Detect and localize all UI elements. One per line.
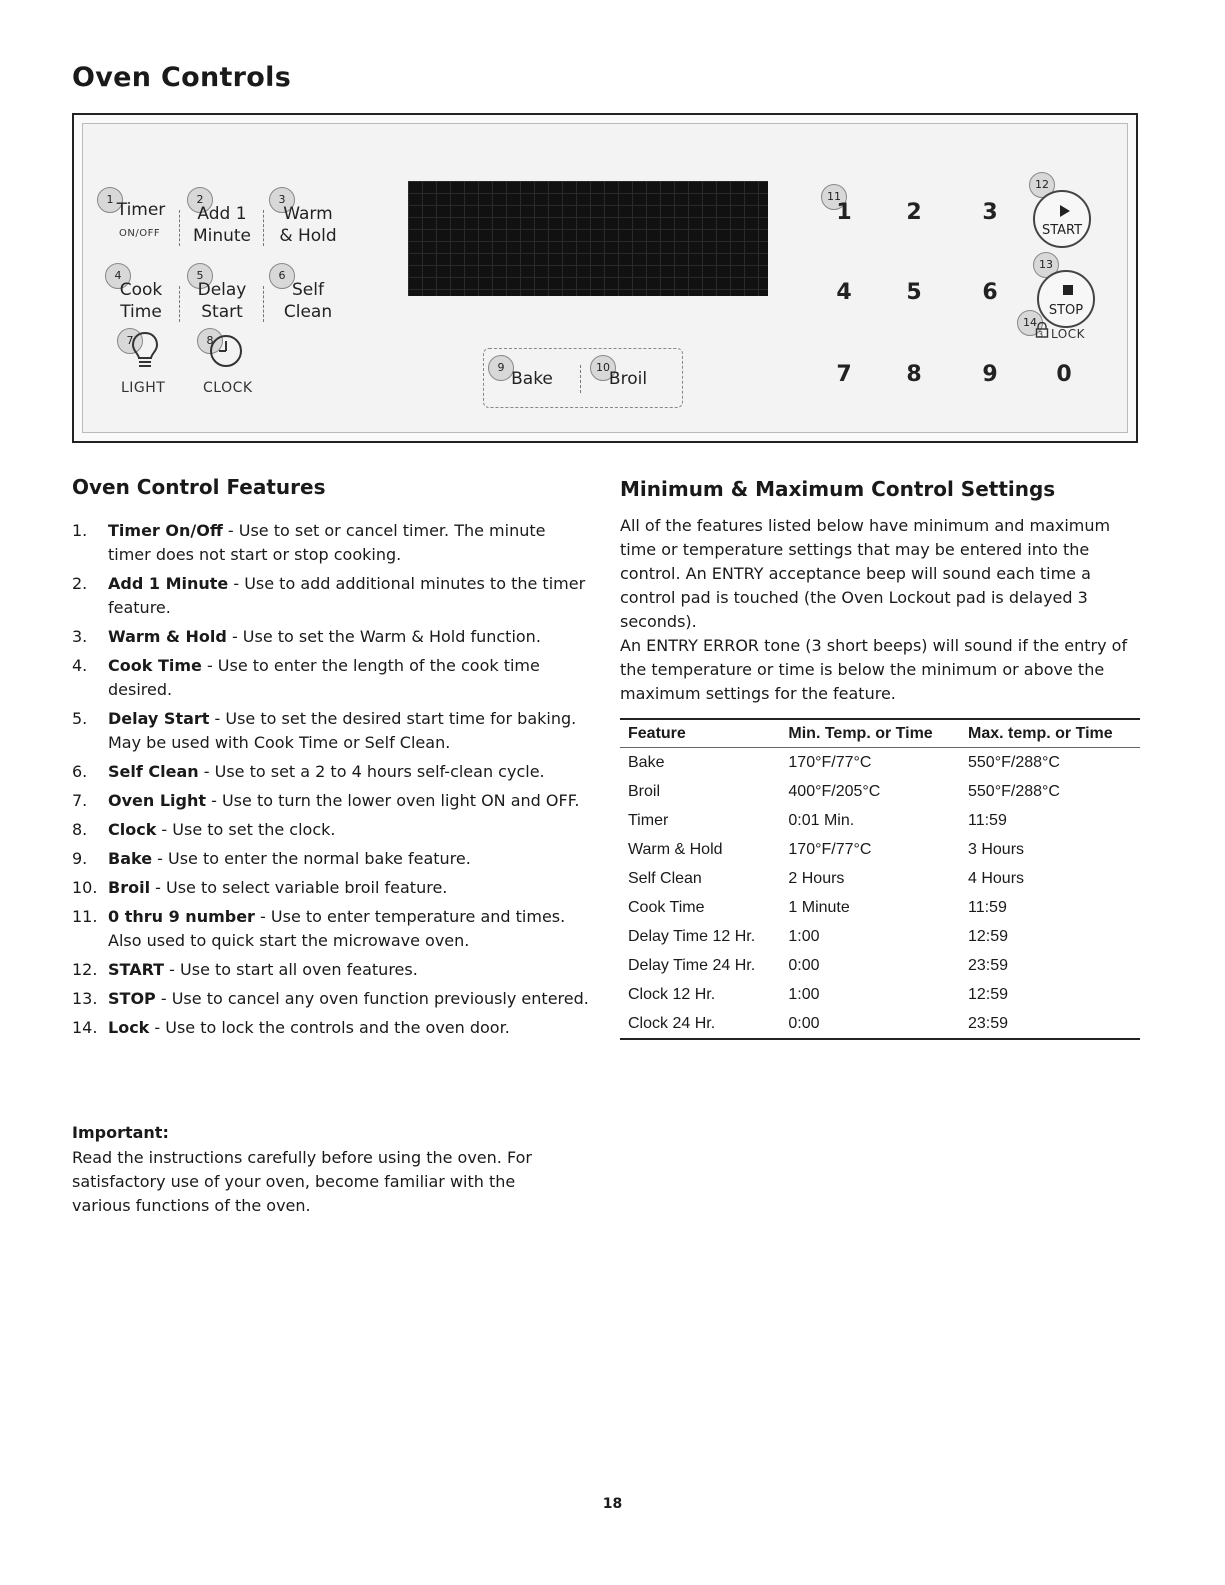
feature-name: Self Clean (108, 762, 199, 781)
table-row (620, 835, 1140, 864)
feature-description: - Use to enter the normal bake feature. (152, 849, 471, 868)
table-cell: Delay Time 12 Hr. (628, 928, 756, 945)
table-cell: Broil (628, 783, 661, 800)
digit-key-0[interactable]: 0 (1056, 362, 1072, 387)
lock-key-number: 3 (1038, 330, 1044, 339)
control-panel-diagram (72, 113, 1138, 443)
table-cell: 11:59 (968, 812, 1007, 829)
list-item-number: 10. (72, 878, 98, 897)
list-item-number: 4. (72, 656, 88, 675)
feature-description: - Use to add additional minutes to the timer feature. (108, 574, 586, 617)
badge-6: 6 (269, 263, 295, 289)
important-text: Read the instructions carefully before using the oven. For satisfactory use of your oven, become familiar with the various functions of the oven. (72, 1148, 532, 1215)
table-cell: 2 Hours (788, 870, 845, 887)
table-cell: 550°F/288°C (968, 754, 1060, 771)
table-cell: 170°F/77°C (788, 841, 872, 858)
badge-3: 3 (269, 187, 295, 213)
badge-1: 1 (97, 187, 123, 213)
list-item-number: 6. (72, 762, 88, 781)
list-item (72, 760, 592, 784)
play-icon (1059, 204, 1071, 218)
bake-key[interactable]: Bake (511, 369, 553, 389)
feature-name: Cook Time (108, 656, 202, 675)
feature-description: - Use to set the desired start time for baking. May be used with Cook Time or Self Clean. (108, 709, 577, 752)
table-row (620, 922, 1140, 951)
feature-name: Lock (108, 1018, 150, 1037)
table-row (620, 748, 1140, 778)
badge-2: 2 (187, 187, 213, 213)
panel-face (82, 123, 1128, 433)
feature-description: - Use to enter the length of the cook time desired. (108, 656, 540, 699)
table-cell: 12:59 (968, 928, 1009, 945)
display-screen (408, 181, 768, 296)
badge-8: 8 (197, 328, 223, 354)
key-divider (179, 210, 181, 246)
stop-button-label: STOP (1048, 303, 1084, 318)
table-row (620, 777, 1140, 806)
table-cell: 400°F/205°C (788, 783, 881, 800)
badge-9: 9 (488, 355, 514, 381)
light-bulb-icon[interactable] (127, 330, 163, 370)
badge-4: 4 (105, 263, 131, 289)
broil-key[interactable]: Broil (608, 369, 648, 389)
feature-description: - Use to set the clock. (156, 820, 336, 839)
feature-name: 0 thru 9 number (108, 907, 255, 926)
feature-name: Broil (108, 878, 151, 897)
cook-time-key-line2: Time (120, 302, 162, 322)
table-cell: 3 Hours (968, 841, 1025, 858)
list-item (72, 905, 592, 953)
bake-broil-group (483, 348, 683, 408)
settings-table (620, 718, 1140, 1040)
list-item (72, 847, 592, 871)
feature-description: - Use to set the Warm & Hold function. (226, 627, 541, 646)
features-list (72, 519, 592, 1045)
clock-key-label: CLOCK (203, 380, 253, 396)
table-cell: 1:00 (788, 928, 820, 945)
list-item-number: 1. (72, 521, 88, 540)
list-item-number: 8. (72, 820, 88, 839)
table-cell: 550°F/288°C (968, 783, 1060, 800)
table-cell: Clock 12 Hr. (628, 986, 716, 1003)
settings-intro (620, 514, 1145, 706)
list-item (72, 818, 592, 842)
badge-5: 5 (187, 263, 213, 289)
list-item-number: 13. (72, 989, 98, 1008)
list-item (72, 519, 592, 567)
timer-key[interactable]: Timer (116, 200, 166, 220)
timer-key-sublabel: ON/OFF (119, 228, 161, 239)
feature-description: - Use to start all oven features. (164, 960, 418, 979)
feature-name: Add 1 Minute (108, 574, 229, 593)
settings-intro-paragraph: An ENTRY ERROR tone (3 short beeps) will sound if the entry of the temperature or time is below the minimum or above the maximum settings for the feature. (620, 636, 1128, 703)
list-item (72, 625, 592, 649)
table-header-row (620, 719, 1140, 748)
digit-key-6[interactable]: 6 (982, 280, 998, 305)
settings-intro-paragraph: All of the features listed below have minimum and maximum time or temperature settings that may be entered into the control. An ENTRY acceptance beep will sound each time a control pad is touched (the Oven Lockout pad is delayed 3 seconds). (620, 516, 1111, 631)
clock-icon[interactable] (207, 332, 245, 370)
key-divider (263, 286, 265, 322)
light-key-label: LIGHT (121, 380, 166, 396)
badge-7: 7 (117, 328, 143, 354)
stop-square-icon (1062, 284, 1074, 296)
digit-key-7[interactable]: 7 (836, 362, 852, 387)
warm-hold-key-line2: & Hold (279, 226, 337, 246)
features-heading: Oven Control Features (72, 475, 326, 499)
list-item (72, 1016, 592, 1040)
feature-description: - Use to select variable broil feature. (150, 878, 448, 897)
self-clean-key-line2: Clean (283, 302, 333, 322)
table-cell: Delay Time 24 Hr. (628, 957, 756, 974)
feature-description: - Use to enter temperature and times. Also used to quick start the microwave oven. (108, 907, 566, 950)
table-cell: Cook Time (628, 899, 705, 916)
table-cell: 170°F/77°C (788, 754, 872, 771)
list-item-number: 14. (72, 1018, 98, 1037)
feature-description: - Use to cancel any oven function previously entered. (155, 989, 589, 1008)
table-row (620, 864, 1140, 893)
table-row (620, 980, 1140, 1009)
start-button[interactable] (1033, 190, 1091, 248)
feature-description: - Use to set or cancel timer. The minute timer does not start or stop cooking. (108, 521, 546, 564)
table-cell: 0:00 (788, 1015, 820, 1032)
column-header: Max. temp. or Time (968, 725, 1113, 742)
column-header: Min. Temp. or Time (788, 725, 933, 742)
feature-name: STOP (108, 989, 156, 1008)
table-row (620, 806, 1140, 835)
settings-heading: Minimum & Maximum Control Settings (620, 477, 1056, 501)
badge-13: 13 (1033, 252, 1059, 278)
digit-key-8[interactable]: 8 (906, 362, 922, 387)
page-number: 18 (602, 1496, 623, 1512)
key-divider (179, 286, 181, 322)
list-item-number: 3. (72, 627, 88, 646)
table-cell: 1:00 (788, 986, 820, 1003)
badge-14: 14 (1017, 310, 1043, 336)
feature-name: Bake (108, 849, 153, 868)
page-title: Oven Controls (72, 62, 292, 93)
start-button-label: START (1041, 223, 1083, 238)
table-cell: 23:59 (968, 1015, 1009, 1032)
table-cell: 0:00 (788, 957, 820, 974)
table-cell: Self Clean (628, 870, 702, 887)
key-divider (263, 210, 265, 246)
feature-name: START (108, 960, 165, 979)
table-cell: 12:59 (968, 986, 1009, 1003)
feature-name: Warm & Hold (108, 627, 227, 646)
table-row (620, 951, 1140, 980)
lock-key-label: LOCK (1051, 327, 1085, 341)
badge-11: 11 (821, 184, 847, 210)
important-title: Important: (72, 1123, 169, 1142)
add-minute-key-line2: Minute (192, 226, 252, 246)
self-clean-key[interactable]: Self (292, 280, 324, 300)
add-minute-key[interactable]: Add 1 (197, 204, 247, 224)
digit-key-3[interactable]: 3 (982, 200, 998, 225)
warm-hold-key[interactable]: Warm (283, 204, 333, 224)
table-cell: Warm & Hold (628, 841, 723, 858)
digit-key-4[interactable]: 4 (836, 280, 852, 305)
table-cell: Timer (628, 812, 669, 829)
table-cell: 1 Minute (788, 899, 850, 916)
table-row (620, 1009, 1140, 1039)
key-divider (580, 365, 582, 393)
list-item-number: 2. (72, 574, 88, 593)
table-cell: Clock 24 Hr. (628, 1015, 716, 1032)
table-row (620, 893, 1140, 922)
feature-description: - Use to set a 2 to 4 hours self-clean cycle. (198, 762, 545, 781)
list-item (72, 654, 592, 702)
digit-key-2[interactable]: 2 (906, 200, 922, 225)
list-item (72, 789, 592, 813)
list-item-number: 7. (72, 791, 88, 810)
feature-name: Oven Light (108, 791, 207, 810)
feature-description: - Use to lock the controls and the oven door. (149, 1018, 510, 1037)
feature-name: Timer On/Off (108, 521, 223, 540)
list-item (72, 707, 592, 755)
table-cell: 4 Hours (968, 870, 1025, 887)
feature-name: Delay Start (108, 709, 210, 728)
badge-10: 10 (590, 355, 616, 381)
column-header: Feature (628, 725, 686, 742)
list-item (72, 987, 592, 1011)
feature-description: - Use to turn the lower oven light ON and OFF. (206, 791, 580, 810)
list-item (72, 958, 592, 982)
table-cell: 23:59 (968, 957, 1009, 974)
table-cell: Bake (628, 754, 665, 771)
list-item (72, 876, 592, 900)
list-item-number: 12. (72, 960, 98, 979)
stop-button[interactable] (1037, 270, 1095, 328)
table-cell: 11:59 (968, 899, 1007, 916)
table-cell: 0:01 Min. (788, 812, 855, 829)
digit-key-5[interactable]: 5 (906, 280, 922, 305)
list-item-number: 11. (72, 907, 98, 926)
list-item-number: 5. (72, 709, 88, 728)
delay-start-key[interactable]: Delay (197, 280, 247, 300)
badge-12: 12 (1029, 172, 1055, 198)
digit-key-9[interactable]: 9 (982, 362, 998, 387)
feature-name: Clock (108, 820, 157, 839)
list-item-number: 9. (72, 849, 88, 868)
cook-time-key[interactable]: Cook (119, 280, 163, 300)
delay-start-key-line2: Start (201, 302, 243, 322)
digit-key-1[interactable]: 1 (836, 200, 852, 225)
list-item (72, 572, 592, 620)
